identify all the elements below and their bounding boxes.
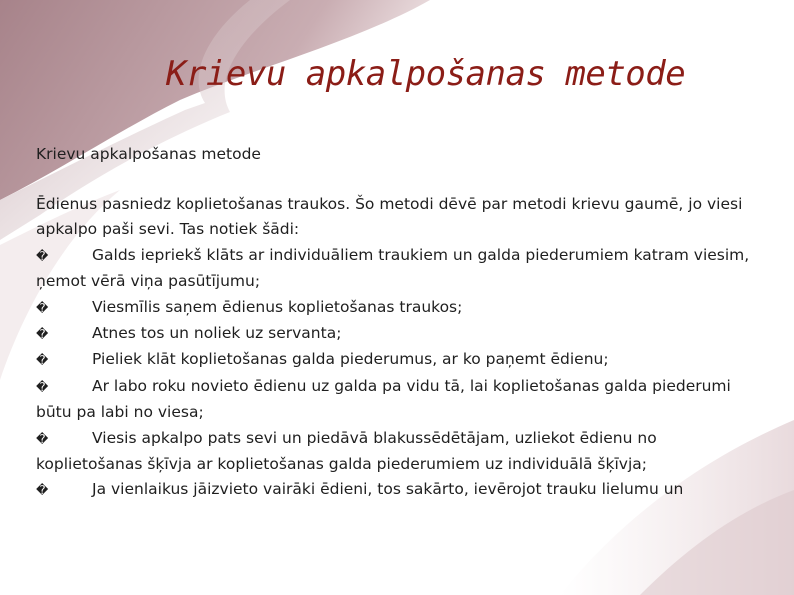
bullet-marker-icon: � [36,431,49,446]
slide-title: Krievu apkalpošanas metode [166,54,686,94]
bullet-text: Ja vienlaikus jāizvieto vairāki ēdieni, tos sakārto, ievērojot trauku lielumu un [92,480,684,499]
bullet-item [36,374,756,426]
bullet-item [36,321,756,347]
slide-subtitle: Krievu apkalpošanas metode [36,145,261,163]
bullet-marker-icon: � [36,248,49,263]
slide-body [36,192,756,504]
bullet-item [36,426,756,478]
bullet-marker-icon: � [36,353,49,368]
bullet-marker-icon: � [36,300,49,315]
bullet-text: Pieliek klāt koplietošanas galda piederumus, ar ko paņemt ēdienu; [92,350,609,369]
bullet-marker-icon: � [36,483,49,498]
bullet-text: Ar labo roku novieto ēdienu uz galda pa vidu tā, lai koplietošanas galda piederumi būtu pa labi no viesa; [36,376,731,422]
bullet-item [36,295,756,321]
bullet-item [36,243,756,295]
bullet-text: Atnes tos un noliek uz servanta; [92,324,342,343]
bullet-text: Viesmīlis saņem ēdienus koplietošanas traukos; [92,297,463,316]
bullet-item [36,347,756,373]
bullet-marker-icon: � [36,327,49,342]
bullet-list [36,243,756,504]
bullet-text: Viesis apkalpo pats sevi un piedāvā blakussēdētājam, uzliekot ēdienu no koplietošanas šķīvja ar koplietošanas galda piederumiem uz individuālā šķīvja; [36,428,657,474]
intro-paragraph: Ēdienus pasniedz koplietošanas traukos. Šo metodi dēvē par metodi krievu gaumē, jo viesi apkalpo paši sevi. Tas notiek šādi: [36,195,743,239]
bullet-text: Galds iepriekš klāts ar individuāliem traukiem un galda piederumiem katram viesim, ņemot vērā viņa pasūtījumu; [36,245,750,291]
bullet-item [36,477,756,503]
bullet-marker-icon: � [36,379,49,394]
